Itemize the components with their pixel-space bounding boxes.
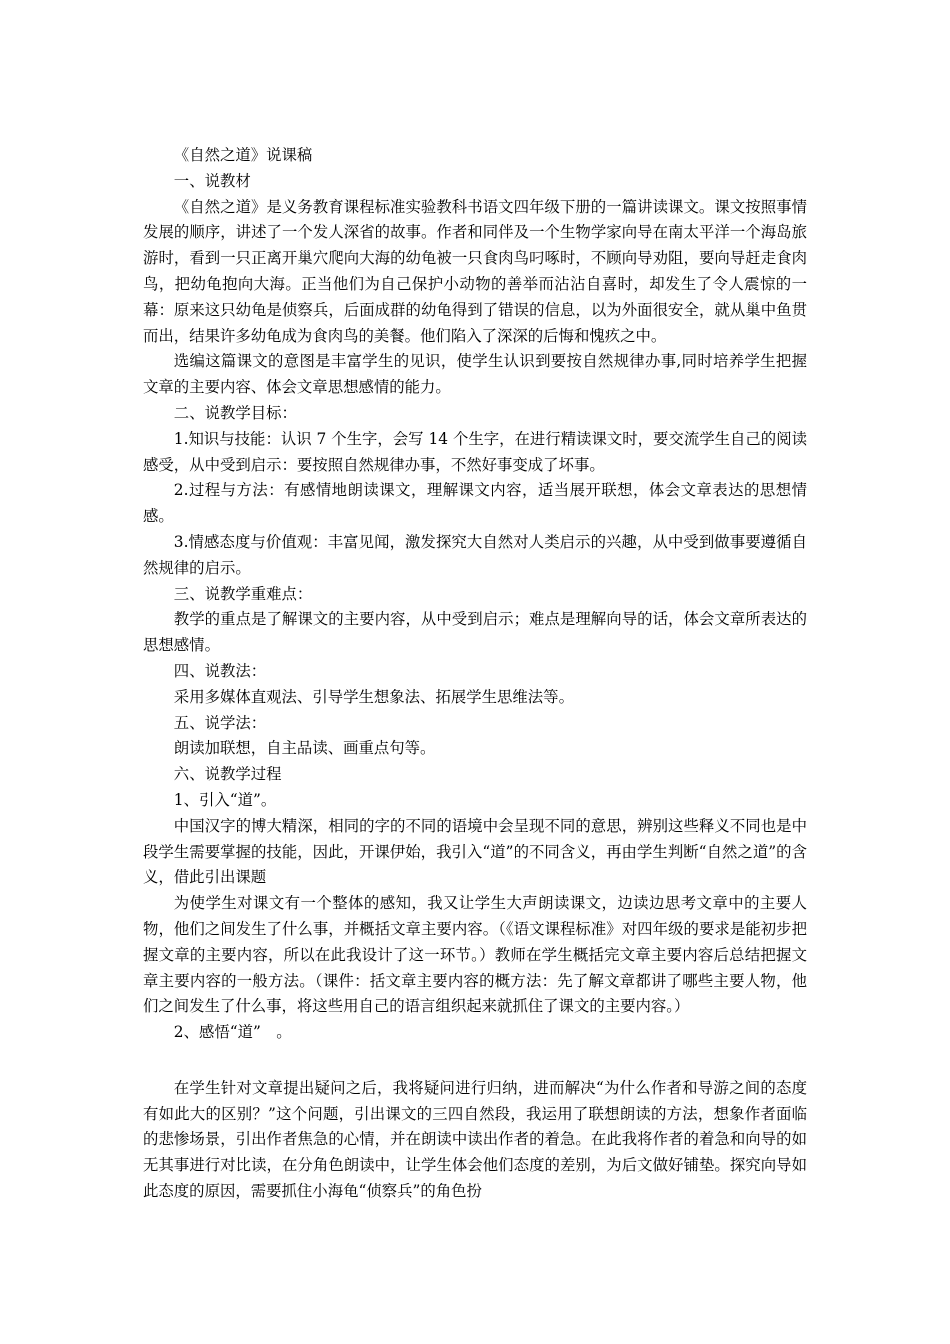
document-body [143,143,807,1205]
section-heading: 一、说教材 [173,171,251,190]
paragraph: 教学的重点是了解课文的主要内容，从中受到启示；难点是理解向导的话，体会文章所表达的思想感情。 [143,610,807,655]
paragraph: 朗读加联想，自主品读、画重点句等。 [173,739,436,758]
paragraph: 在学生针对文章提出疑问之后，我将疑问进行归纳，进而解决“为什么作者和导游之间的态度有如此大的区别？”这个问题，引出课文的三四自然段，我运用了联想朗读的方法，想象作者面临的悲惨场景，引出作者焦急的心情，并在朗读中读出作者的着急。在此我将作者的着急和向导的如无其事进行对比读，在分角色朗读中，让学生体会他们态度的差别，为后文做好铺垫。探究向导如此态度的原因，需要抓住小海龟“侦察兵”的角色扮 [143,1078,807,1201]
paragraph: 中国汉字的博大精深，相同的字的不同的语境中会呈现不同的意思，辨别这些释义不同也是中段学生需要掌握的技能，因此，开课伊始，我引入“道”的不同含义，再由学生判断“自然之道”的含义，借此引出课题 [143,816,807,887]
blank-line [143,1046,807,1076]
section-heading: 二、说教学目标： [173,403,297,422]
paragraph: 3.情感态度与价值观：丰富见闻，激发探究大自然对人类启示的兴趣，从中受到做事要遵循自然规律的启示。 [143,532,807,577]
paragraph: 采用多媒体直观法、引导学生想象法、拓展学生思维法等。 [173,687,574,706]
section-heading: 四、说教法： [173,661,267,680]
paragraph: 1.知识与技能：认识 7 个生字，会写 14 个生字，在进行精读课文时，要交流学生自己的阅读感受，从中受到启示：要按照自然规律办事，不然好事变成了坏事。 [143,429,807,474]
subsection-heading: 1、引入“道”。 [173,790,277,809]
subsection-heading: 2、感悟“道” 。 [173,1023,292,1042]
paragraph: 2.过程与方法：有感情地朗读课文，理解课文内容，适当展开联想，体会文章表达的思想情感。 [143,481,807,526]
section-heading: 五、说学法： [173,713,267,732]
document-title: 《自然之道》说课稿 [173,146,313,164]
paragraph: 为使学生对课文有一个整体的感知，我又让学生大声朗读课文，边读边思考文章中的主要人物，他们之间发生了什么事，并概括文章主要内容。（《语文课程标准》对四年级的要求是能初步把握文章的主要内容，所以在此我设计了这一环节。）教师在学生概括完文章主要内容后总结把握文章主要内容的一般方法。（课件：括文章主要内容的概方法：先了解文章都讲了哪些主要人物，他们之间发生了什么事，将这些用自己的语言组织起来就抓住了课文的主要内容。） [143,894,807,1016]
section-heading: 六、说教学过程 [173,765,282,784]
section-heading: 三、说教学重难点： [173,584,313,603]
paragraph: 选编这篇课文的意图是丰富学生的见识，使学生认识到要按自然规律办事,同时培养学生把握文章的主要内容、体会文章思想感情的能力。 [143,352,807,397]
paragraph: 《自然之道》是义务教育课程标准实验教科书语文四年级下册的一篇讲读课文。课文按照事情发展的顺序，讲述了一个发人深省的故事。作者和同伴及一个生物学家向导在南太平洋一个海岛旅游时，看到一只正离开巢穴爬向大海的幼龟被一只食肉鸟叼啄时，不顾向导劝阻，要向导赶走食肉鸟，把幼龟抱向大海。正当他们为自己保护小动物的善举而沾沾自喜时，却发生了令人震惊的一幕：原来这只幼龟是侦察兵，后面成群的幼龟得到了错误的信息，以为外面很安全，就从巢中鱼贯而出，结果许多幼龟成为食肉鸟的美餐。他们陷入了深深的后悔和愧疚之中。 [143,197,807,345]
